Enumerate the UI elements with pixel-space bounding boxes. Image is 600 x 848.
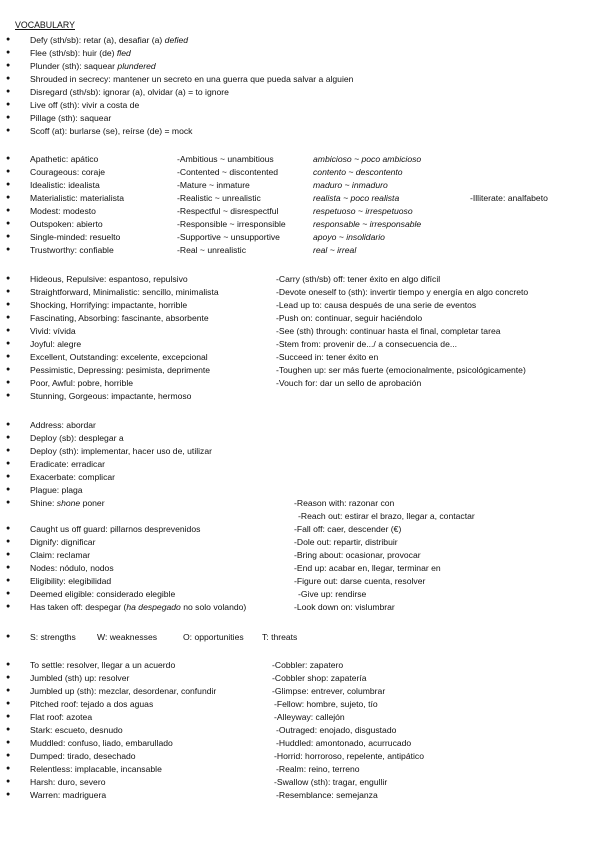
swot-threats: T: threats <box>262 632 298 642</box>
antonym-translation: apoyo ~ insolidario <box>313 232 385 242</box>
list-item: Hideous, Repulsive: espantoso, repulsivo <box>30 274 188 284</box>
adjective-item: Courageous: coraje <box>30 167 106 177</box>
list-item: Muddled: confuso, liado, embarullado <box>30 738 173 748</box>
bullet: ● <box>6 168 11 175</box>
antonym-translation: contento ~ descontento <box>313 167 403 177</box>
phrasal-verb: -Look down on: vislumbrar <box>294 602 395 612</box>
list-item: Defy (sth/sb): retar (a), desafiar (a) defied <box>30 35 189 45</box>
adjective-item: Idealistic: idealista <box>30 180 100 190</box>
list-item: Harsh: duro, severo <box>30 777 106 787</box>
phrasal-verb: -See (sth) through: continuar hasta el final, completar tarea <box>276 326 501 336</box>
vocab-item: -Huddled: amontonado, acurrucado <box>276 738 412 748</box>
phrasal-verb: -Fall off: caer, descender (€) <box>294 524 402 534</box>
bullet: ● <box>6 633 11 640</box>
phrasal-verb: -Bring about: ocasionar, provocar <box>294 550 421 560</box>
bullet: ● <box>6 752 11 759</box>
bullet: ● <box>6 275 11 282</box>
vocab-item: -Cobbler shop: zapatería <box>272 673 367 683</box>
extra-word: -Illiterate: analfabeto <box>470 193 548 203</box>
list-item: Pitched roof: tejado a dos aguas <box>30 699 154 709</box>
list-item: Shine: shone poner <box>30 498 105 508</box>
bullet: ● <box>6 538 11 545</box>
bullet: ● <box>6 36 11 43</box>
bullet: ● <box>6 674 11 681</box>
phrasal-verb: -Give up: rendirse <box>298 589 367 599</box>
list-item: Excellent, Outstanding: excelente, excepcional <box>30 352 208 362</box>
antonym-pair: -Respectful ~ disrespectful <box>177 206 279 216</box>
bullet: ● <box>6 155 11 162</box>
bullet: ● <box>6 220 11 227</box>
bullet: ● <box>6 739 11 746</box>
adjective-item: Materialistic: materialista <box>30 193 125 203</box>
list-item: Relentless: implacable, incansable <box>30 764 162 774</box>
phrasal-verb: -Devote oneself to (sth): invertir tiempo y energía en algo concreto <box>276 287 529 297</box>
list-item: Poor, Awful: pobre, horrible <box>30 378 134 388</box>
list-item: Address: abordar <box>30 420 96 430</box>
antonym-pair: -Responsible ~ irresponsible <box>177 219 286 229</box>
bullet: ● <box>6 791 11 798</box>
list-item: Straightforward, Minimalistic: sencillo, minimalista <box>30 287 219 297</box>
bullet: ● <box>6 353 11 360</box>
bullet: ● <box>6 340 11 347</box>
bullet: ● <box>6 366 11 373</box>
bullet: ● <box>6 525 11 532</box>
antonym-translation: responsable ~ irresponsable <box>313 219 422 229</box>
bullet: ● <box>6 233 11 240</box>
bullet: ● <box>6 661 11 668</box>
antonym-translation: real ~ irreal <box>313 245 357 255</box>
bullet: ● <box>6 181 11 188</box>
phrasal-verb: -Push on: continuar, seguir haciéndolo <box>276 313 423 323</box>
bullet: ● <box>6 207 11 214</box>
vocab-item: -Realm: reino, terreno <box>276 764 360 774</box>
bullet: ● <box>6 486 11 493</box>
list-item: Scoff (at): burlarse (se), reírse (de) = mock <box>30 126 193 136</box>
bullet: ● <box>6 778 11 785</box>
bullet: ● <box>6 314 11 321</box>
bullet: ● <box>6 713 11 720</box>
phrasal-verb: -Dole out: repartir, distribuir <box>294 537 398 547</box>
list-item: Stunning, Gorgeous: impactante, hermoso <box>30 391 192 401</box>
bullet: ● <box>6 447 11 454</box>
antonym-pair: -Contented ~ discontented <box>177 167 279 177</box>
bullet: ● <box>6 434 11 441</box>
vocab-item: -Resemblance: semejanza <box>276 790 378 800</box>
list-item: Exacerbate: complicar <box>30 472 116 482</box>
antonym-pair: -Supportive ~ unsupportive <box>177 232 280 242</box>
list-item: Stark: escueto, desnudo <box>30 725 123 735</box>
bullet: ● <box>6 499 11 506</box>
phrasal-verb: -Vouch for: dar un sello de aprobación <box>276 378 422 388</box>
list-item: Flat roof: azotea <box>30 712 93 722</box>
list-item: Plunder (sth): saquear plundered <box>30 61 156 71</box>
list-item: Deemed eligible: considerado elegible <box>30 589 176 599</box>
bullet: ● <box>6 700 11 707</box>
bullet: ● <box>6 564 11 571</box>
list-item: To settle: resolver, llegar a un acuerdo <box>30 660 176 670</box>
antonym-translation: realista ~ poco realista <box>313 193 400 203</box>
list-item: Shrouded in secrecy: mantener un secreto en una guerra que pueda salvar a alguien <box>30 74 354 84</box>
bullet: ● <box>6 577 11 584</box>
bullet: ● <box>6 49 11 56</box>
list-item: Claim: reclamar <box>30 550 91 560</box>
vocab-item: -Swallow (sth): tragar, engullir <box>274 777 388 787</box>
bullet: ● <box>6 460 11 467</box>
list-item: Deploy (sb): desplegar a <box>30 433 124 443</box>
swot-opportunities: O: opportunities <box>183 632 244 642</box>
vocab-item: -Glimpse: entrever, columbrar <box>272 686 386 696</box>
bullet: ● <box>6 101 11 108</box>
bullet: ● <box>6 379 11 386</box>
list-item: Dumped: tirado, desechado <box>30 751 136 761</box>
antonym-translation: maduro ~ inmaduro <box>313 180 388 190</box>
bullet: ● <box>6 765 11 772</box>
bullet: ● <box>6 62 11 69</box>
swot-strengths: S: strengths <box>30 632 76 642</box>
antonym-pair: -Mature ~ inmature <box>177 180 250 190</box>
vocab-item: -Fellow: hombre, sujeto, tío <box>274 699 378 709</box>
list-item: Disregard (sth/sb): ignorar (a), olvidar (a) = to ignore <box>30 87 229 97</box>
bullet: ● <box>6 687 11 694</box>
adjective-item: Apathetic: apático <box>30 154 99 164</box>
vocab-item: -Horrid: horroroso, repelente, antipático <box>274 751 424 761</box>
bullet: ● <box>6 246 11 253</box>
bullet: ● <box>6 726 11 733</box>
list-item: Warren: madriguera <box>30 790 107 800</box>
list-item: Pillage (sth): saquear <box>30 113 112 123</box>
bullet: ● <box>6 88 11 95</box>
bullet: ● <box>6 127 11 134</box>
list-item: Has taken off: despegar (ha despegado no solo volando) <box>30 602 247 612</box>
phrasal-verb: -End up: acabar en, llegar, terminar en <box>294 563 441 573</box>
bullet: ● <box>6 301 11 308</box>
bullet: ● <box>6 421 11 428</box>
phrasal-verb: -Toughen up: ser más fuerte (emocionalmente, psicológicamente) <box>276 365 526 375</box>
adjective-item: Single-minded: resuelto <box>30 232 121 242</box>
list-item: Jumbled up (sth): mezclar, desordenar, confundir <box>30 686 217 696</box>
vocab-item: -Alleyway: callejón <box>274 712 345 722</box>
phrasal-verb: -Reach out: estirar el brazo, llegar a, contactar <box>298 511 475 521</box>
list-item: Plague: plaga <box>30 485 83 495</box>
swot-weaknesses: W: weaknesses <box>97 632 158 642</box>
vocab-item: -Outraged: enojado, disgustado <box>276 725 397 735</box>
list-item: Flee (sth/sb): huir (de) fled <box>30 48 131 58</box>
phrasal-verb: -Succeed in: tener éxito en <box>276 352 379 362</box>
vocab-item: -Cobbler: zapatero <box>272 660 344 670</box>
bullet: ● <box>6 327 11 334</box>
bullet: ● <box>6 75 11 82</box>
list-item: Caught us off guard: pillarnos desprevenidos <box>30 524 201 534</box>
bullet: ● <box>6 194 11 201</box>
list-item: Nodes: nódulo, nodos <box>30 563 114 573</box>
bullet: ● <box>6 114 11 121</box>
phrasal-verb: -Carry (sth/sb) off: tener éxito en algo difícil <box>276 274 441 284</box>
list-item: Joyful: alegre <box>30 339 82 349</box>
bullet: ● <box>6 551 11 558</box>
phrasal-verb: -Lead up to: causa después de una serie de eventos <box>276 300 477 310</box>
list-item: Deploy (sth): implementar, hacer uso de, utilizar <box>30 446 212 456</box>
page-title: VOCABULARY <box>15 20 75 30</box>
list-item: Vivid: vívida <box>30 326 76 336</box>
bullet: ● <box>6 473 11 480</box>
list-item: Pessimistic, Depressing: pesimista, deprimente <box>30 365 211 375</box>
antonym-pair: -Ambitious ~ unambitious <box>177 154 274 164</box>
bullet: ● <box>6 603 11 610</box>
list-item: Shocking, Horrifying: impactante, horrible <box>30 300 188 310</box>
antonym-translation: respetuoso ~ irrespetuoso <box>313 206 413 216</box>
antonym-pair: -Realistic ~ unrealistic <box>177 193 261 203</box>
list-item: Eligibility: elegibilidad <box>30 576 112 586</box>
list-item: Dignify: dignificar <box>30 537 96 547</box>
phrasal-verb: -Reason with: razonar con <box>294 498 395 508</box>
bullet: ● <box>6 590 11 597</box>
antonym-pair: -Real ~ unrealistic <box>177 245 247 255</box>
adjective-item: Trustworthy: confiable <box>30 245 114 255</box>
adjective-item: Modest: modesto <box>30 206 96 216</box>
antonym-translation: ambicioso ~ poco ambicioso <box>313 154 422 164</box>
phrasal-verb: -Figure out: darse cuenta, resolver <box>294 576 426 586</box>
phrasal-verb: -Stem from: provenir de.../ a consecuencia de... <box>276 339 458 349</box>
list-item: Jumbled (sth) up: resolver <box>30 673 130 683</box>
adjective-item: Outspoken: abierto <box>30 219 103 229</box>
list-item: Fascinating, Absorbing: fascinante, absorbente <box>30 313 209 323</box>
bullet: ● <box>6 392 11 399</box>
list-item: Live off (sth): vivir a costa de <box>30 100 140 110</box>
bullet: ● <box>6 288 11 295</box>
list-item: Eradicate: erradicar <box>30 459 105 469</box>
